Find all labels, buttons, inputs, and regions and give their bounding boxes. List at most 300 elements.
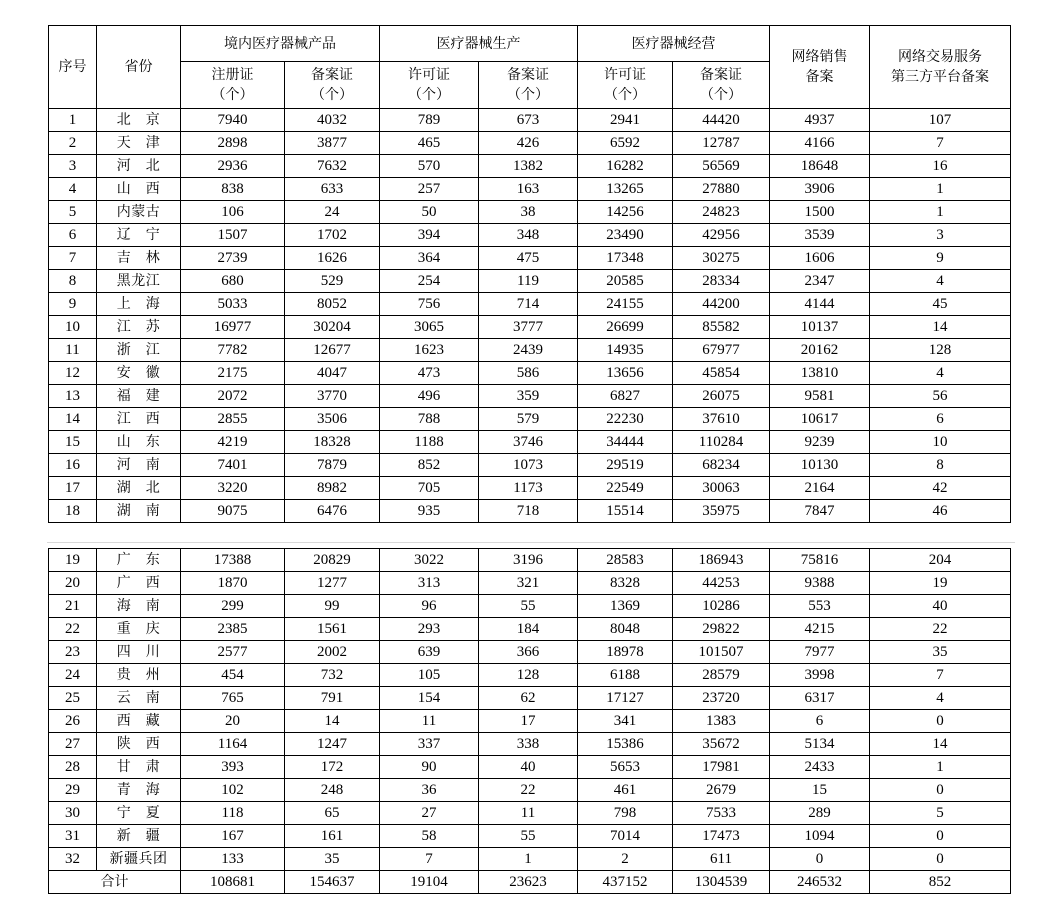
filing-cert-cell: 20829 xyxy=(285,549,380,572)
filing-cert-cell: 248 xyxy=(285,779,380,802)
province-cell: 江 苏 xyxy=(97,316,181,339)
total-cell: 1304539 xyxy=(673,871,770,894)
registration-cert-cell: 133 xyxy=(181,848,285,871)
table-row xyxy=(49,178,1011,201)
production-filing-cell: 1173 xyxy=(479,477,578,500)
registration-cert-cell: 7782 xyxy=(181,339,285,362)
operation-filing-cell: 68234 xyxy=(673,454,770,477)
table-row xyxy=(49,408,1011,431)
online-sales-cell: 6317 xyxy=(770,687,870,710)
production-filing-cell: 2439 xyxy=(479,339,578,362)
table-row xyxy=(49,595,1011,618)
table-row xyxy=(49,247,1011,270)
online-sales-cell: 10130 xyxy=(770,454,870,477)
table-row xyxy=(49,132,1011,155)
operation-filing-cell: 611 xyxy=(673,848,770,871)
table-row xyxy=(49,362,1011,385)
table-row xyxy=(49,500,1011,523)
province-cell: 青 海 xyxy=(97,779,181,802)
table-row xyxy=(49,477,1011,500)
production-license-cell: 154 xyxy=(380,687,479,710)
seq-cell: 16 xyxy=(49,454,97,477)
production-license-cell: 935 xyxy=(380,500,479,523)
province-cell: 湖 北 xyxy=(97,477,181,500)
registration-cert-cell: 393 xyxy=(181,756,285,779)
platform-filing-cell: 128 xyxy=(870,339,1011,362)
operation-license-cell: 1369 xyxy=(578,595,673,618)
registration-cert-cell: 3220 xyxy=(181,477,285,500)
online-sales-cell: 75816 xyxy=(770,549,870,572)
province-cell: 宁 夏 xyxy=(97,802,181,825)
platform-filing-cell: 35 xyxy=(870,641,1011,664)
province-cell: 重 庆 xyxy=(97,618,181,641)
online-sales-cell: 15 xyxy=(770,779,870,802)
header-province: 省份 xyxy=(97,26,181,109)
filing-cert-cell: 172 xyxy=(285,756,380,779)
production-license-cell: 58 xyxy=(380,825,479,848)
province-cell: 北 京 xyxy=(97,109,181,132)
registration-cert-cell: 167 xyxy=(181,825,285,848)
province-cell: 内蒙古 xyxy=(97,201,181,224)
table-row xyxy=(49,454,1011,477)
registration-cert-cell: 7401 xyxy=(181,454,285,477)
total-cell: 154637 xyxy=(285,871,380,894)
production-license-cell: 852 xyxy=(380,454,479,477)
table-body-top xyxy=(49,109,1011,523)
production-filing-cell: 586 xyxy=(479,362,578,385)
filing-cert-cell: 35 xyxy=(285,848,380,871)
province-cell: 黑龙江 xyxy=(97,270,181,293)
province-cell: 山 西 xyxy=(97,178,181,201)
seq-cell: 29 xyxy=(49,779,97,802)
platform-filing-cell: 3 xyxy=(870,224,1011,247)
operation-license-cell: 798 xyxy=(578,802,673,825)
production-filing-cell: 673 xyxy=(479,109,578,132)
header-operation: 医疗器械经营 xyxy=(578,26,770,62)
production-license-cell: 1623 xyxy=(380,339,479,362)
production-filing-cell: 62 xyxy=(479,687,578,710)
table-row xyxy=(49,641,1011,664)
table-row xyxy=(49,733,1011,756)
header-filing-cert: 备案证 （个） xyxy=(479,62,578,109)
province-cell: 天 津 xyxy=(97,132,181,155)
total-cell: 19104 xyxy=(380,871,479,894)
table-row xyxy=(49,710,1011,733)
table-row xyxy=(49,848,1011,871)
filing-cert-cell: 1247 xyxy=(285,733,380,756)
province-cell: 新疆兵团 xyxy=(97,848,181,871)
table-row xyxy=(49,779,1011,802)
platform-filing-cell: 19 xyxy=(870,572,1011,595)
online-sales-cell: 7977 xyxy=(770,641,870,664)
seq-cell: 27 xyxy=(49,733,97,756)
platform-filing-cell: 45 xyxy=(870,293,1011,316)
operation-license-cell: 6827 xyxy=(578,385,673,408)
online-sales-cell: 20162 xyxy=(770,339,870,362)
seq-cell: 19 xyxy=(49,549,97,572)
registration-cert-cell: 2898 xyxy=(181,132,285,155)
production-license-cell: 756 xyxy=(380,293,479,316)
registration-cert-cell: 2577 xyxy=(181,641,285,664)
header-seq: 序号 xyxy=(49,26,97,109)
seq-cell: 20 xyxy=(49,572,97,595)
filing-cert-cell: 30204 xyxy=(285,316,380,339)
province-cell: 广 东 xyxy=(97,549,181,572)
header-registration-cert: 注册证 （个） xyxy=(181,62,285,109)
province-cell: 甘 肃 xyxy=(97,756,181,779)
filing-cert-cell: 8982 xyxy=(285,477,380,500)
operation-license-cell: 16282 xyxy=(578,155,673,178)
operation-license-cell: 6592 xyxy=(578,132,673,155)
total-cell: 23623 xyxy=(479,871,578,894)
filing-cert-cell: 3770 xyxy=(285,385,380,408)
online-sales-cell: 0 xyxy=(770,848,870,871)
table-row xyxy=(49,224,1011,247)
platform-filing-cell: 107 xyxy=(870,109,1011,132)
filing-cert-cell: 18328 xyxy=(285,431,380,454)
production-license-cell: 473 xyxy=(380,362,479,385)
operation-filing-cell: 28334 xyxy=(673,270,770,293)
platform-filing-cell: 56 xyxy=(870,385,1011,408)
total-label: 合计 xyxy=(49,871,181,894)
seq-cell: 32 xyxy=(49,848,97,871)
table-row xyxy=(49,618,1011,641)
operation-license-cell: 26699 xyxy=(578,316,673,339)
platform-filing-cell: 1 xyxy=(870,201,1011,224)
operation-filing-cell: 45854 xyxy=(673,362,770,385)
seq-cell: 22 xyxy=(49,618,97,641)
platform-filing-cell: 6 xyxy=(870,408,1011,431)
operation-filing-cell: 44200 xyxy=(673,293,770,316)
operation-filing-cell: 56569 xyxy=(673,155,770,178)
operation-license-cell: 8048 xyxy=(578,618,673,641)
filing-cert-cell: 529 xyxy=(285,270,380,293)
operation-filing-cell: 2679 xyxy=(673,779,770,802)
production-filing-cell: 184 xyxy=(479,618,578,641)
production-license-cell: 496 xyxy=(380,385,479,408)
header-license: 许可证 （个） xyxy=(578,62,673,109)
platform-filing-cell: 204 xyxy=(870,549,1011,572)
province-cell: 陕 西 xyxy=(97,733,181,756)
seq-cell: 11 xyxy=(49,339,97,362)
filing-cert-cell: 1702 xyxy=(285,224,380,247)
province-cell: 云 南 xyxy=(97,687,181,710)
operation-license-cell: 2941 xyxy=(578,109,673,132)
online-sales-cell: 9239 xyxy=(770,431,870,454)
province-cell: 湖 南 xyxy=(97,500,181,523)
operation-license-cell: 28583 xyxy=(578,549,673,572)
seq-cell: 31 xyxy=(49,825,97,848)
production-filing-cell: 359 xyxy=(479,385,578,408)
production-filing-cell: 3777 xyxy=(479,316,578,339)
stats-table-part-2 xyxy=(48,548,1011,894)
platform-filing-cell: 4 xyxy=(870,362,1011,385)
online-sales-cell: 6 xyxy=(770,710,870,733)
province-cell: 上 海 xyxy=(97,293,181,316)
filing-cert-cell: 4047 xyxy=(285,362,380,385)
header-online-sales: 网络销售 备案 xyxy=(770,26,870,109)
province-cell: 海 南 xyxy=(97,595,181,618)
production-filing-cell: 366 xyxy=(479,641,578,664)
production-license-cell: 788 xyxy=(380,408,479,431)
seq-cell: 12 xyxy=(49,362,97,385)
filing-cert-cell: 2002 xyxy=(285,641,380,664)
production-filing-cell: 55 xyxy=(479,595,578,618)
filing-cert-cell: 4032 xyxy=(285,109,380,132)
online-sales-cell: 13810 xyxy=(770,362,870,385)
table-row xyxy=(49,270,1011,293)
province-cell: 福 建 xyxy=(97,385,181,408)
online-sales-cell: 4166 xyxy=(770,132,870,155)
operation-license-cell: 23490 xyxy=(578,224,673,247)
production-license-cell: 3065 xyxy=(380,316,479,339)
online-sales-cell: 5134 xyxy=(770,733,870,756)
online-sales-cell: 2164 xyxy=(770,477,870,500)
platform-filing-cell: 22 xyxy=(870,618,1011,641)
online-sales-cell: 3539 xyxy=(770,224,870,247)
production-license-cell: 705 xyxy=(380,477,479,500)
filing-cert-cell: 14 xyxy=(285,710,380,733)
seq-cell: 3 xyxy=(49,155,97,178)
online-sales-cell: 10617 xyxy=(770,408,870,431)
operation-filing-cell: 7533 xyxy=(673,802,770,825)
production-license-cell: 36 xyxy=(380,779,479,802)
production-filing-cell: 321 xyxy=(479,572,578,595)
operation-filing-cell: 12787 xyxy=(673,132,770,155)
total-cell: 108681 xyxy=(181,871,285,894)
production-filing-cell: 119 xyxy=(479,270,578,293)
platform-filing-cell: 8 xyxy=(870,454,1011,477)
header-filing-cert: 备案证 （个） xyxy=(285,62,380,109)
operation-filing-cell: 85582 xyxy=(673,316,770,339)
operation-license-cell: 18978 xyxy=(578,641,673,664)
registration-cert-cell: 299 xyxy=(181,595,285,618)
header-production: 医疗器械生产 xyxy=(380,26,578,62)
page-break-divider xyxy=(47,542,1015,543)
province-cell: 河 北 xyxy=(97,155,181,178)
operation-filing-cell: 44420 xyxy=(673,109,770,132)
table-row xyxy=(49,431,1011,454)
online-sales-cell: 3998 xyxy=(770,664,870,687)
production-filing-cell: 163 xyxy=(479,178,578,201)
operation-filing-cell: 28579 xyxy=(673,664,770,687)
operation-filing-cell: 110284 xyxy=(673,431,770,454)
production-filing-cell: 579 xyxy=(479,408,578,431)
seq-cell: 21 xyxy=(49,595,97,618)
platform-filing-cell: 4 xyxy=(870,687,1011,710)
operation-filing-cell: 101507 xyxy=(673,641,770,664)
operation-license-cell: 17127 xyxy=(578,687,673,710)
province-cell: 河 南 xyxy=(97,454,181,477)
operation-license-cell: 20585 xyxy=(578,270,673,293)
registration-cert-cell: 1164 xyxy=(181,733,285,756)
province-cell: 四 川 xyxy=(97,641,181,664)
operation-filing-cell: 30063 xyxy=(673,477,770,500)
province-cell: 浙 江 xyxy=(97,339,181,362)
registration-cert-cell: 765 xyxy=(181,687,285,710)
province-cell: 吉 林 xyxy=(97,247,181,270)
seq-cell: 9 xyxy=(49,293,97,316)
filing-cert-cell: 8052 xyxy=(285,293,380,316)
filing-cert-cell: 7879 xyxy=(285,454,380,477)
production-license-cell: 465 xyxy=(380,132,479,155)
table-row xyxy=(49,825,1011,848)
header-license: 许可证 （个） xyxy=(380,62,479,109)
production-license-cell: 257 xyxy=(380,178,479,201)
production-license-cell: 364 xyxy=(380,247,479,270)
operation-license-cell: 6188 xyxy=(578,664,673,687)
seq-cell: 13 xyxy=(49,385,97,408)
registration-cert-cell: 4219 xyxy=(181,431,285,454)
online-sales-cell: 2433 xyxy=(770,756,870,779)
operation-filing-cell: 186943 xyxy=(673,549,770,572)
operation-filing-cell: 1383 xyxy=(673,710,770,733)
filing-cert-cell: 12677 xyxy=(285,339,380,362)
table-row xyxy=(49,802,1011,825)
province-cell: 西 藏 xyxy=(97,710,181,733)
seq-cell: 1 xyxy=(49,109,97,132)
table-row xyxy=(49,687,1011,710)
filing-cert-cell: 6476 xyxy=(285,500,380,523)
operation-license-cell: 22549 xyxy=(578,477,673,500)
online-sales-cell: 4144 xyxy=(770,293,870,316)
operation-filing-cell: 26075 xyxy=(673,385,770,408)
seq-cell: 28 xyxy=(49,756,97,779)
production-filing-cell: 338 xyxy=(479,733,578,756)
table-row xyxy=(49,756,1011,779)
online-sales-cell: 1606 xyxy=(770,247,870,270)
platform-filing-cell: 1 xyxy=(870,178,1011,201)
operation-license-cell: 14256 xyxy=(578,201,673,224)
operation-license-cell: 24155 xyxy=(578,293,673,316)
province-cell: 辽 宁 xyxy=(97,224,181,247)
online-sales-cell: 1500 xyxy=(770,201,870,224)
seq-cell: 4 xyxy=(49,178,97,201)
registration-cert-cell: 2385 xyxy=(181,618,285,641)
filing-cert-cell: 65 xyxy=(285,802,380,825)
table-row xyxy=(49,316,1011,339)
operation-license-cell: 17348 xyxy=(578,247,673,270)
seq-cell: 2 xyxy=(49,132,97,155)
production-license-cell: 3022 xyxy=(380,549,479,572)
operation-filing-cell: 27880 xyxy=(673,178,770,201)
seq-cell: 6 xyxy=(49,224,97,247)
operation-filing-cell: 67977 xyxy=(673,339,770,362)
online-sales-cell: 10137 xyxy=(770,316,870,339)
province-cell: 山 东 xyxy=(97,431,181,454)
platform-filing-cell: 0 xyxy=(870,779,1011,802)
production-license-cell: 789 xyxy=(380,109,479,132)
platform-filing-cell: 4 xyxy=(870,270,1011,293)
province-cell: 安 徽 xyxy=(97,362,181,385)
filing-cert-cell: 1277 xyxy=(285,572,380,595)
filing-cert-cell: 1626 xyxy=(285,247,380,270)
production-license-cell: 11 xyxy=(380,710,479,733)
online-sales-cell: 2347 xyxy=(770,270,870,293)
operation-filing-cell: 35975 xyxy=(673,500,770,523)
online-sales-cell: 9581 xyxy=(770,385,870,408)
production-license-cell: 27 xyxy=(380,802,479,825)
operation-filing-cell: 10286 xyxy=(673,595,770,618)
production-license-cell: 570 xyxy=(380,155,479,178)
platform-filing-cell: 46 xyxy=(870,500,1011,523)
production-filing-cell: 128 xyxy=(479,664,578,687)
registration-cert-cell: 2072 xyxy=(181,385,285,408)
registration-cert-cell: 2175 xyxy=(181,362,285,385)
table-body-bottom xyxy=(49,549,1011,871)
registration-cert-cell: 2936 xyxy=(181,155,285,178)
operation-filing-cell: 42956 xyxy=(673,224,770,247)
filing-cert-cell: 3877 xyxy=(285,132,380,155)
platform-filing-cell: 14 xyxy=(870,733,1011,756)
operation-license-cell: 34444 xyxy=(578,431,673,454)
registration-cert-cell: 2855 xyxy=(181,408,285,431)
production-license-cell: 105 xyxy=(380,664,479,687)
registration-cert-cell: 118 xyxy=(181,802,285,825)
production-filing-cell: 718 xyxy=(479,500,578,523)
platform-filing-cell: 0 xyxy=(870,825,1011,848)
filing-cert-cell: 99 xyxy=(285,595,380,618)
filing-cert-cell: 633 xyxy=(285,178,380,201)
table-row xyxy=(49,155,1011,178)
production-license-cell: 639 xyxy=(380,641,479,664)
production-license-cell: 50 xyxy=(380,201,479,224)
seq-cell: 18 xyxy=(49,500,97,523)
registration-cert-cell: 454 xyxy=(181,664,285,687)
online-sales-cell: 18648 xyxy=(770,155,870,178)
online-sales-cell: 3906 xyxy=(770,178,870,201)
operation-license-cell: 7014 xyxy=(578,825,673,848)
province-cell: 新 疆 xyxy=(97,825,181,848)
seq-cell: 8 xyxy=(49,270,97,293)
online-sales-cell: 1094 xyxy=(770,825,870,848)
registration-cert-cell: 17388 xyxy=(181,549,285,572)
production-license-cell: 254 xyxy=(380,270,479,293)
table-row xyxy=(49,664,1011,687)
total-row xyxy=(49,871,1011,894)
platform-filing-cell: 10 xyxy=(870,431,1011,454)
production-license-cell: 313 xyxy=(380,572,479,595)
filing-cert-cell: 791 xyxy=(285,687,380,710)
platform-filing-cell: 7 xyxy=(870,664,1011,687)
operation-filing-cell: 17981 xyxy=(673,756,770,779)
online-sales-cell: 4937 xyxy=(770,109,870,132)
platform-filing-cell: 5 xyxy=(870,802,1011,825)
platform-filing-cell: 14 xyxy=(870,316,1011,339)
operation-filing-cell: 30275 xyxy=(673,247,770,270)
header-filing-cert: 备案证 （个） xyxy=(673,62,770,109)
header-third-party-platform: 网络交易服务 第三方平台备案 xyxy=(870,26,1011,109)
operation-filing-cell: 37610 xyxy=(673,408,770,431)
registration-cert-cell: 16977 xyxy=(181,316,285,339)
registration-cert-cell: 106 xyxy=(181,201,285,224)
operation-license-cell: 2 xyxy=(578,848,673,871)
table-row xyxy=(49,549,1011,572)
production-license-cell: 293 xyxy=(380,618,479,641)
total-cell: 852 xyxy=(870,871,1011,894)
production-filing-cell: 475 xyxy=(479,247,578,270)
operation-filing-cell: 17473 xyxy=(673,825,770,848)
filing-cert-cell: 161 xyxy=(285,825,380,848)
seq-cell: 26 xyxy=(49,710,97,733)
production-filing-cell: 348 xyxy=(479,224,578,247)
operation-license-cell: 13656 xyxy=(578,362,673,385)
table-row xyxy=(49,109,1011,132)
online-sales-cell: 4215 xyxy=(770,618,870,641)
seq-cell: 24 xyxy=(49,664,97,687)
registration-cert-cell: 20 xyxy=(181,710,285,733)
production-filing-cell: 714 xyxy=(479,293,578,316)
